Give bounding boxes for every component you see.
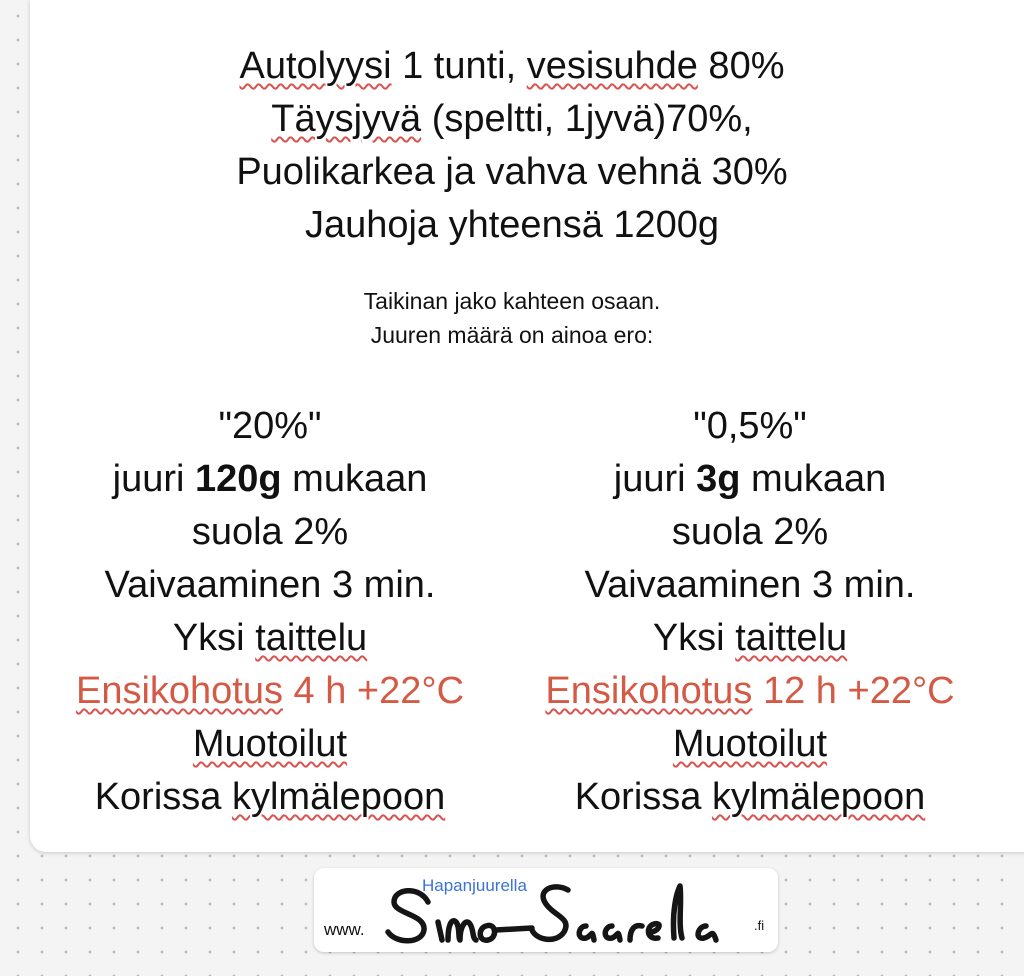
- left-column: [30, 400, 510, 824]
- logo-tld: .fi: [754, 918, 765, 933]
- right-salt: suola 2%: [671, 511, 829, 553]
- left-root-amount: 120g: [195, 458, 282, 500]
- heading-line-wheat: Puolikarkea ja vahva vehnä 30%: [236, 151, 788, 193]
- left-salt: suola 2%: [191, 511, 349, 553]
- website-logo[interactable]: [314, 868, 778, 952]
- heading-line-autolysis: Autolyysi 1 tunti, vesisuhde 80%: [239, 45, 785, 87]
- intro-line-2: Juuren määrä on ainoa ero:: [370, 322, 654, 348]
- heading-line-flour-total: Jauhoja yhteensä 1200g: [304, 204, 720, 246]
- intro-text: [30, 284, 994, 352]
- signature-logo-icon: [382, 872, 752, 950]
- left-first-rise: Ensikohotus 4 h +22°C: [75, 670, 465, 712]
- left-root-line: juuri 120g mukaan: [112, 458, 428, 500]
- right-title: "0,5%": [693, 405, 807, 447]
- left-title: "20%": [218, 405, 322, 447]
- logo-brand: Hapanjuurella: [422, 876, 527, 895]
- right-root-line: juuri 3g mukaan: [613, 458, 887, 500]
- recipe-card: [30, 0, 1024, 852]
- right-fold: Yksi taittelu: [652, 617, 848, 659]
- intro-line-1: Taikinan jako kahteen osaan.: [363, 288, 661, 314]
- left-basket: Korissa kylmälepoon: [94, 776, 446, 818]
- right-knead: Vaivaaminen 3 min.: [584, 564, 916, 606]
- left-shaping: Muotoilut: [192, 723, 348, 765]
- left-knead: Vaivaaminen 3 min.: [104, 564, 436, 606]
- recipe-heading: [30, 40, 994, 252]
- right-root-amount: 3g: [696, 458, 741, 500]
- right-first-rise: Ensikohotus 12 h +22°C: [545, 670, 955, 712]
- logo-www: www.: [324, 920, 365, 939]
- left-fold: Yksi taittelu: [172, 617, 368, 659]
- right-basket: Korissa kylmälepoon: [574, 776, 926, 818]
- right-shaping: Muotoilut: [672, 723, 828, 765]
- right-column: [510, 400, 990, 824]
- heading-line-wholegrain: Täysjyvä (speltti, 1jyvä)70%,: [271, 98, 753, 140]
